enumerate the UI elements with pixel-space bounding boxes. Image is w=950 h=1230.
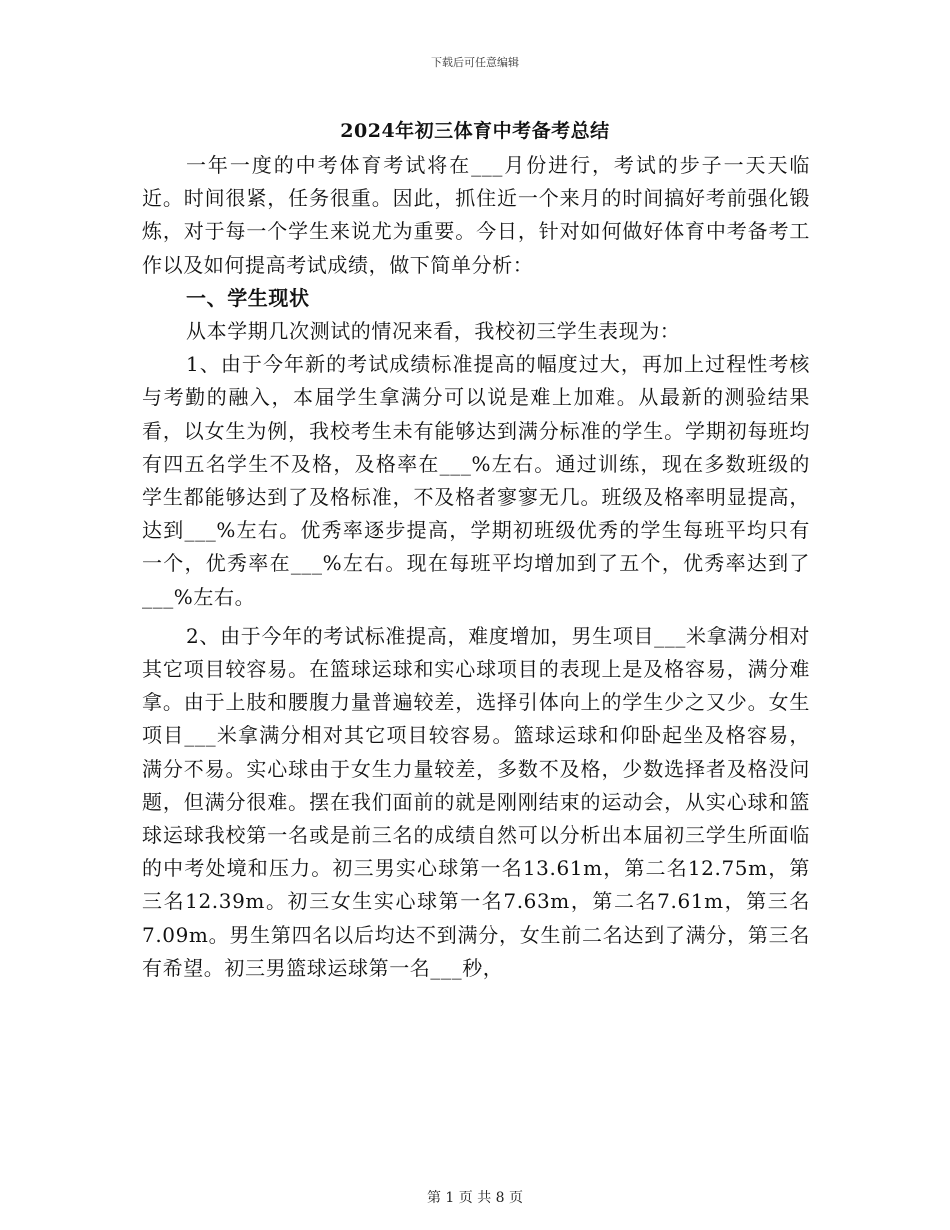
section-lead-paragraph: 从本学期几次测试的情况来看，我校初三学生表现为： bbox=[186, 319, 681, 344]
section-heading-student-status: 一、学生现状 bbox=[186, 285, 310, 310]
intro-paragraph: 一年一度的中考体育考试将在___月份进行，考试的步子一天天临近。时间很紧，任务很重。因此，抓住近一个来月的时间搞好考前强化锻炼，对于每一个学生来说尤为重要。今日，针对如何做好体育中考备考工作以及如何提高考试成绩，做下简单分析： bbox=[142, 153, 810, 277]
document-title: 2024年初三体育中考备考总结 bbox=[340, 120, 610, 142]
page-footer-indicator: 第 1 页 共 8 页 bbox=[426, 1190, 524, 1206]
document-body bbox=[142, 149, 810, 985]
page-header-note: 下载后可任意编辑 bbox=[431, 56, 519, 69]
point-1-paragraph: 1、由于今年新的考试成绩标准提高的幅度过大，再加上过程性考核与考勤的融入，本届学生拿满分可以说是难上加难。从最新的测验结果看，以女生为例，我校考生未有能够达到满分标准的学生。学期初每班均有四五名学生不及格，及格率在___%左右。通过训练，现在多数班级的学生都能够达到了及格标准，不及格者寥寥无几。班级及格率明显提高，达到___%左右。优秀率逐步提高，学期初班级优秀的学生每班平均只有一个，优秀率在___%左右。现在每班平均增加到了五个，优秀率达到了___%左右。 bbox=[142, 352, 810, 609]
point-2-paragraph: 2、由于今年的考试标准提高，难度增加，男生项目___米拿满分相对其它项目较容易。在篮球运球和实心球项目的表现上是及格容易，满分难拿。由于上肢和腰腹力量普遍较差，选择引体向上的学生少之又少。女生项目___米拿满分相对其它项目较容易。篮球运球和仰卧起坐及格容易，满分不易。实心球由于女生力量较差，多数不及格，少数选择者及格没问题，但满分很难。摆在我们面前的就是刚刚结束的运动会，从实心球和篮球运球我校第一名或是前三名的成绩自然可以分析出本届初三学生所面临的中考处境和压力。初三男实心球第一名13.61m，第二名12.75m，第三名12.39m。初三女生实心球第一名7.63m，第二名7.61m，第三名7.09m。男生第四名以后均达不到满分，女生前二名达到了满分，第三名有希望。初三男篮球运球第一名___秒， bbox=[142, 623, 810, 980]
